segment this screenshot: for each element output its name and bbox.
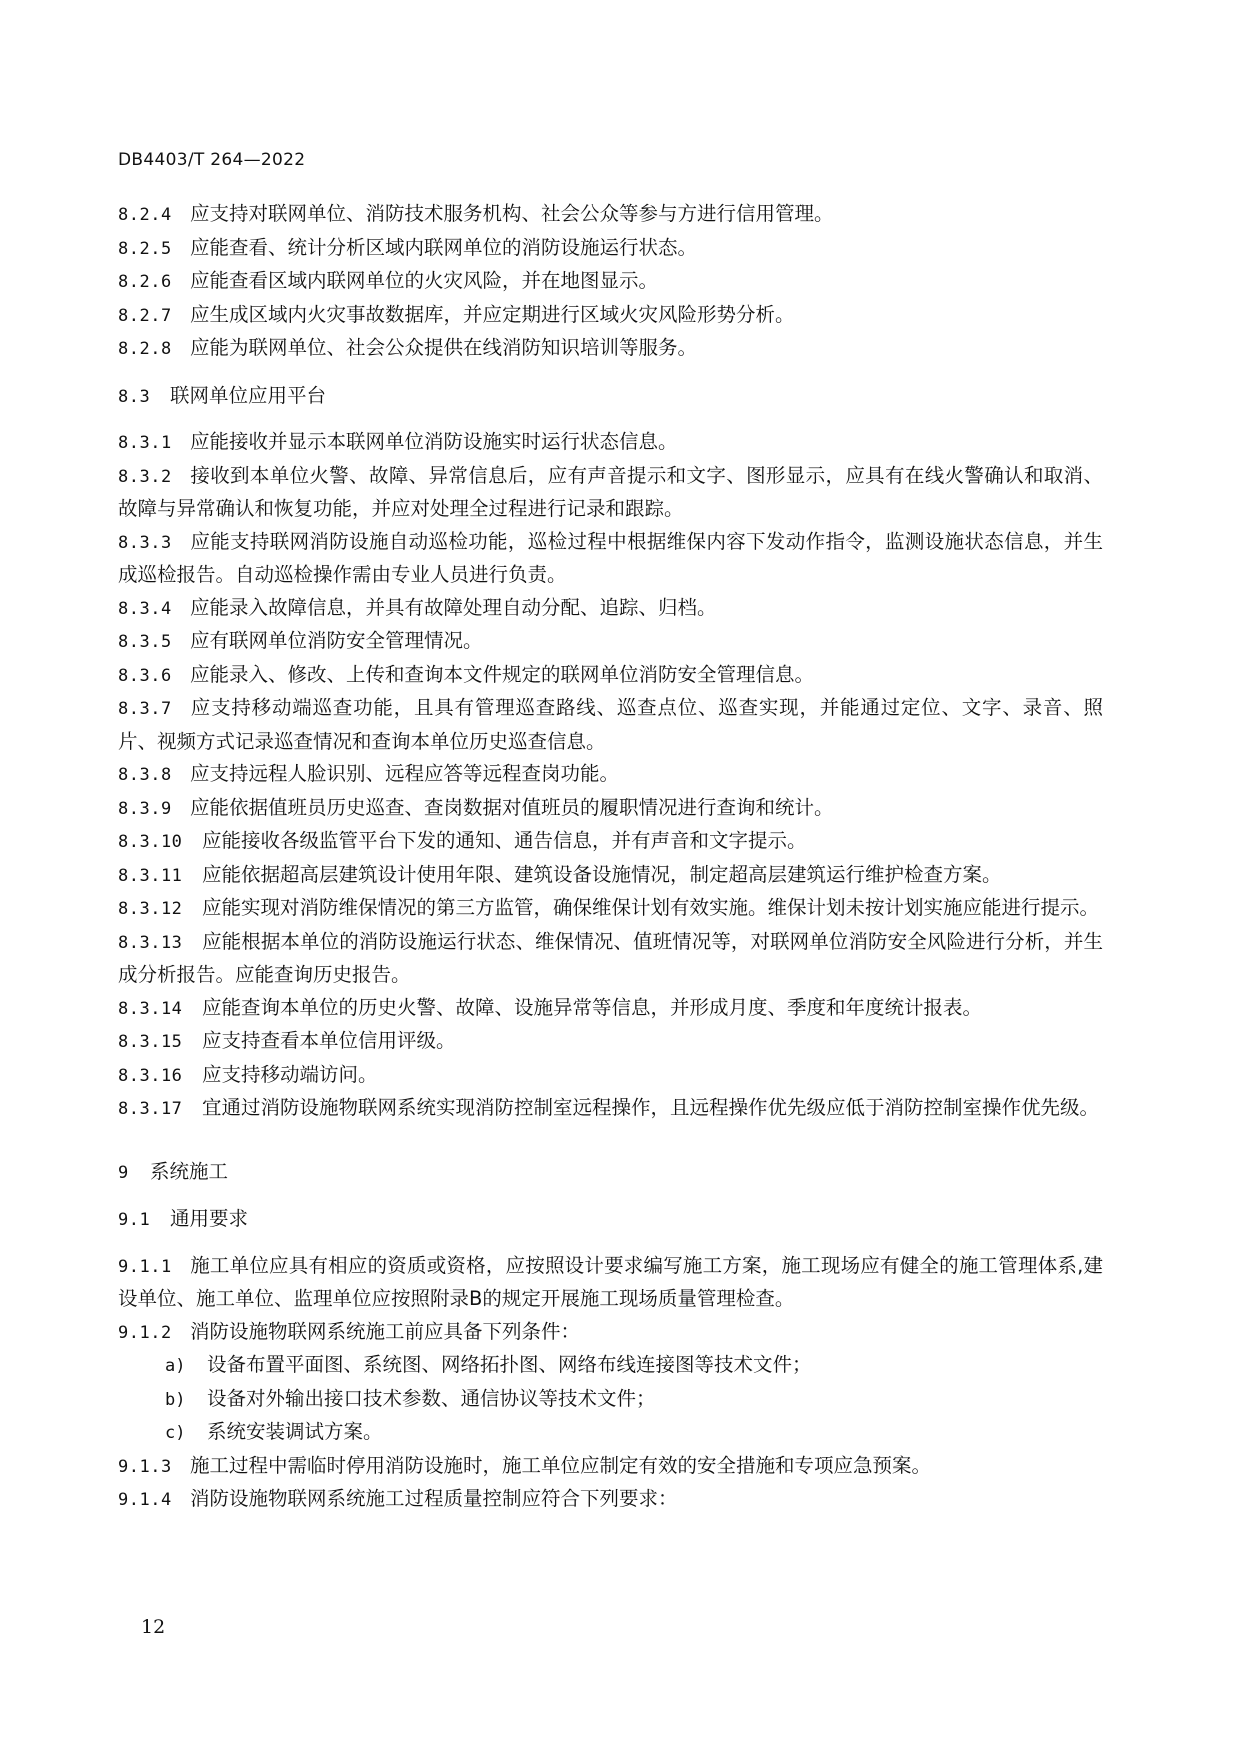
clause-text: 应能实现对消防维保情况的第三方监管，确保维保计划有效实施。维保计划未按计划实施应能进行提示。 — [202, 896, 1100, 919]
clause-number: 9.1.4 — [118, 1490, 172, 1510]
section-number: 8.3 — [118, 386, 151, 407]
document-code-header: DB4403/T 264—2022 — [118, 150, 306, 170]
list-item-text: 系统安装调试方案。 — [207, 1420, 383, 1443]
clause-text: 应能支持联网消防设施自动巡检功能，巡检过程中根据维保内容下发动作指令，监测设施状态信息，并生成巡检报告。自动巡检操作需由专业人员进行负责。 — [118, 529, 1103, 586]
clause-8-3-11 — [118, 859, 1103, 893]
clause-number: 8.3.1 — [118, 433, 172, 453]
clause-8-3-2 — [118, 460, 1103, 526]
clause-8-3-6 — [118, 659, 1103, 693]
list-item-text: 设备对外输出接口技术参数、通信协议等技术文件； — [207, 1386, 656, 1410]
clause-8-2-6 — [118, 265, 1103, 299]
chapter-heading-9 — [118, 1156, 1103, 1190]
clause-8-3-9 — [118, 792, 1103, 826]
clause-8-3-13 — [118, 926, 1103, 992]
clause-number: 8.3.15 — [118, 1032, 183, 1052]
clause-text: 应能查看区域内联网单位的火灾风险，并在地图显示。 — [190, 269, 659, 292]
clause-text: 应能录入故障信息，并具有故障处理自动分配、追踪、归档。 — [190, 595, 717, 619]
chapter-number: 9 — [118, 1162, 129, 1183]
clause-number: 8.3.9 — [118, 798, 172, 819]
clause-number: 8.3.4 — [118, 598, 172, 619]
clause-number: 8.3.7 — [118, 699, 172, 719]
clause-text: 接收到本单位火警、故障、异常信息后，应有声音提示和文字、图形显示，应具有在线火警确认和取消、故障与异常确认和恢复功能，并应对处理全过程进行记录和跟踪。 — [118, 463, 1103, 520]
section-heading-8-3 — [118, 380, 1103, 414]
clause-number: 8.3.16 — [118, 1065, 183, 1086]
clause-8-3-12 — [118, 892, 1103, 926]
document-body — [118, 198, 1103, 1517]
clause-8-2-7 — [118, 299, 1103, 333]
clause-number: 8.3.17 — [118, 1099, 183, 1119]
clause-text: 应能接收各级监管平台下发的通知、通告信息，并有声音和文字提示。 — [202, 829, 807, 852]
clause-text: 应有联网单位消防安全管理情况。 — [190, 629, 483, 652]
clause-number: 8.3.5 — [118, 632, 172, 652]
clause-8-2-4 — [118, 198, 1103, 232]
clause-text: 应能查看、统计分析区域内联网单位的消防设施运行状态。 — [190, 235, 698, 259]
list-item-a — [118, 1349, 1103, 1383]
clause-9-1-2 — [118, 1316, 1103, 1350]
clause-9-1-4 — [118, 1483, 1103, 1517]
clause-8-3-7 — [118, 692, 1103, 758]
clause-number: 8.3.2 — [118, 466, 172, 487]
clause-number: 8.3.3 — [118, 532, 172, 553]
clause-text: 施工过程中需临时停用消防设施时，施工单位应制定有效的安全措施和专项应急预案。 — [190, 1453, 932, 1477]
clause-number: 8.3.8 — [118, 765, 172, 785]
clause-number: 9.1.2 — [118, 1322, 172, 1343]
clause-number: 9.1.3 — [118, 1456, 172, 1477]
clause-text: 宜通过消防设施物联网系统实现消防控制室远程操作，且远程操作优先级应低于消防控制室操作优先级。 — [202, 1096, 1100, 1119]
clause-9-1-1 — [118, 1250, 1103, 1316]
list-item-b — [118, 1383, 1103, 1417]
clause-text: 应生成区域内火灾事故数据库，并应定期进行区域火灾风险形势分析。 — [190, 302, 795, 326]
section-number: 9.1 — [118, 1210, 151, 1230]
clause-text: 应支持移动端访问。 — [202, 1062, 378, 1086]
clause-number: 8.3.6 — [118, 665, 172, 686]
clause-8-3-4 — [118, 592, 1103, 626]
clause-text: 应支持移动端巡查功能，且具有管理巡查路线、巡查点位、巡查实现，并能通过定位、文字、录音、照片、视频方式记录巡查情况和查询本单位历史巡查信息。 — [118, 696, 1103, 753]
clause-text: 应能根据本单位的消防设施运行状态、维保情况、值班情况等，对联网单位消防安全风险进行分析，并生成分析报告。应能查询历史报告。 — [118, 929, 1103, 986]
clause-text: 应能依据值班员历史巡查、查岗数据对值班员的履职情况进行查询和统计。 — [190, 795, 834, 819]
clause-number: 8.2.5 — [118, 238, 172, 259]
list-marker: b) — [165, 1389, 186, 1410]
clause-text: 应支持查看本单位信用评级。 — [202, 1029, 456, 1052]
clause-text: 应支持对联网单位、消防技术服务机构、社会公众等参与方进行信用管理。 — [190, 202, 834, 225]
clause-text: 应能依据超高层建筑设计使用年限、建筑设备设施情况，制定超高层建筑运行维护检查方案。 — [202, 862, 1002, 886]
chapter-title: 系统施工 — [150, 1159, 229, 1183]
clause-text: 应能接收并显示本联网单位消防设施实时运行状态信息。 — [190, 430, 678, 453]
clause-number: 8.2.4 — [118, 205, 172, 225]
clause-number: 8.3.12 — [118, 899, 183, 919]
list-marker: c) — [165, 1423, 186, 1443]
clause-text: 消防设施物联网系统施工过程质量控制应符合下列要求： — [190, 1487, 678, 1510]
clause-text: 消防设施物联网系统施工前应具备下列条件： — [190, 1319, 581, 1343]
clause-number: 9.1.1 — [118, 1256, 172, 1277]
page-number: 12 — [141, 1616, 166, 1638]
clause-8-2-8 — [118, 332, 1103, 366]
clause-text: 施工单位应具有相应的资质或资格，应按照设计要求编写施工方案，施工现场应有健全的施工管理体系,建设单位、施工单位、监理单位应按照附录B的规定开展施工现场质量管理检查。 — [118, 1253, 1103, 1310]
clause-number: 8.3.13 — [118, 932, 183, 953]
clause-8-2-5 — [118, 232, 1103, 266]
list-marker: a) — [165, 1356, 186, 1376]
clause-number: 8.2.7 — [118, 305, 172, 326]
list-item-text: 设备布置平面图、系统图、网络拓扑图、网络布线连接图等技术文件； — [207, 1353, 812, 1376]
clause-text: 应支持远程人脸识别、远程应答等远程查岗功能。 — [190, 762, 620, 785]
section-title: 通用要求 — [170, 1207, 249, 1230]
list-item-c — [118, 1416, 1103, 1450]
clause-9-1-3 — [118, 1450, 1103, 1484]
clause-number: 8.2.8 — [118, 339, 172, 359]
clause-8-3-14 — [118, 992, 1103, 1026]
clause-text: 应能录入、修改、上传和查询本文件规定的联网单位消防安全管理信息。 — [190, 662, 815, 686]
clause-number: 8.3.10 — [118, 832, 183, 852]
section-title: 联网单位应用平台 — [170, 383, 327, 407]
clause-8-3-8 — [118, 758, 1103, 792]
clause-number: 8.3.14 — [118, 998, 183, 1019]
clause-8-3-10 — [118, 825, 1103, 859]
clause-text: 应能为联网单位、社会公众提供在线消防知识培训等服务。 — [190, 336, 698, 359]
clause-number: 8.3.11 — [118, 865, 183, 886]
clause-8-3-17 — [118, 1092, 1103, 1126]
clause-8-3-1 — [118, 426, 1103, 460]
clause-8-3-3 — [118, 526, 1103, 592]
clause-8-3-16 — [118, 1059, 1103, 1093]
clause-8-3-15 — [118, 1025, 1103, 1059]
clause-8-3-5 — [118, 625, 1103, 659]
clause-text: 应能查询本单位的历史火警、故障、设施异常等信息，并形成月度、季度和年度统计报表。 — [202, 995, 983, 1019]
clause-number: 8.2.6 — [118, 272, 172, 292]
section-heading-9-1 — [118, 1203, 1103, 1237]
